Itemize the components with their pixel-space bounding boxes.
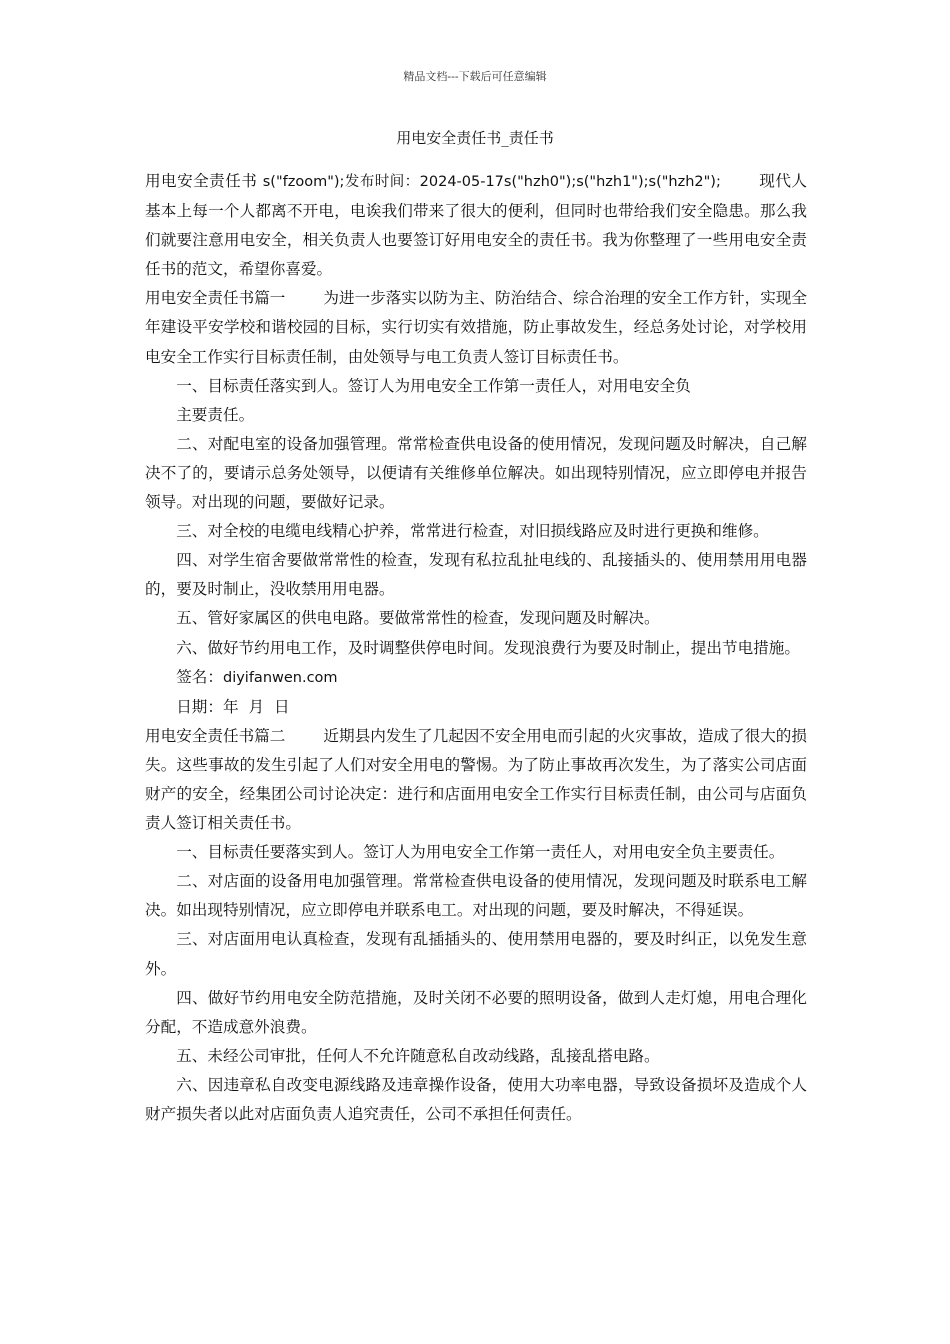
document-title: 用电安全责任书_责任书 [396, 129, 554, 147]
part1-item-3: 三、对全校的电缆电线精心护养，常常进行检查，对旧损线路应及时进行更换和维修。 [176, 522, 769, 541]
part2-item-6: 六、因违章私自改变电源线路及违章操作设备，使用大功率电器，导致设备损坏及造成个人财产损失者以此对店面负责人追究责任，公司不承担任何责任。 [145, 1075, 807, 1123]
part1-item-2: 二、对配电室的设备加强管理。常常检查供电设备的使用情况，发现问题及时解决，自己解决不了的，要请示总务处领导，以便请有关维修单位解决。如出现特别情况，应立即停电并报告领导。对出现的问题，要做好记录。 [145, 434, 807, 512]
part2-item-4: 四、做好节约用电安全防范措施，及时关闭不必要的照明设备，做到人走灯熄，用电合理化分配，不造成意外浪费。 [145, 988, 807, 1036]
part2-item-5: 五、未经公司审批，任何人不允许随意私自改动线路，乱接乱搭电路。 [176, 1046, 660, 1065]
signature-label: 签名： [176, 667, 223, 686]
part1-item-4: 四、对学生宿舍要做常常性的检查，发现有私拉乱扯电线的、乱接插头的、使用禁用用电器的，要及时制止，没收禁用用电器。 [145, 551, 807, 599]
part1-heading: 用电安全责任书篇一 [145, 289, 286, 308]
part1-intro-paragraph [145, 284, 807, 371]
part2-heading: 用电安全责任书篇二 [145, 726, 286, 745]
part1-intro: 为进一步落实以防为主、防治结合、综合治理的安全工作方针，实现全年建设平安学校和谐校园的目标，实行切实有效措施，防止事故发生，经总务处讨论，对学校用电安全工作实行目标责任制，由处领导与电工负责人签订目标责任书。 [145, 289, 807, 366]
part2-item-3: 三、对店面用电认真检查，发现有乱插插头的、使用禁用电器的，要及时纠正，以免发生意外。 [145, 930, 807, 978]
part2-intro: 近期县内发生了几起因不安全用电而引起的火灾事故，造成了很大的损失。这些事故的发生引起了人们对安全用电的警惕。为了防止事故再次发生，为了落实公司店面财产的安全，经集团公司讨论决定：进行和店面用电安全工作实行目标责任制，由公司与店面负责人签订相关责任书。 [145, 726, 807, 833]
part1-item-6: 六、做好节约用电工作，及时调整供停电时间。发现浪费行为要及时制止，提出节电措施。 [176, 638, 800, 657]
intro-paragraph [145, 167, 807, 284]
intro-label: 用电安全责任书 [145, 172, 258, 190]
date-line: 日期：年 月 日 [176, 697, 290, 716]
page-header-note: 精品文档---下载后可任意编辑 [403, 70, 547, 83]
document-body [145, 167, 807, 1129]
part2-item-2: 二、对店面的设备用电加强管理。常常检查供电设备的使用情况，发现问题及时联系电工解决。如出现特别情况，应立即停电并联系电工。对出现的问题，要及时解决，不得延误。 [145, 872, 807, 920]
part1-item-1b: 主要责任。 [176, 405, 255, 424]
part1-item-5: 五、管好家属区的供电电路。要做常常性的检查，发现问题及时解决。 [176, 609, 660, 628]
intro-text: 现代人基本上每一个人都离不开电，电诶我们带来了很大的便利，但同时也带给我们安全隐患。那么我们就要注意用电安全，相关负责人也要签订好用电安全的责任书。我为你整理了一些用电安全责任书的范文，希望你喜爱。 [145, 172, 807, 279]
part1-item-1a: 一、目标责任落实到人。签订人为用电安全工作第一责任人，对用电安全负 [176, 376, 691, 395]
part2-intro-paragraph [145, 722, 807, 838]
signature-value: diyifanwen.com [222, 669, 338, 686]
publish-meta: s("fzoom");发布时间：2024-05-17s("hzh0");s("hzh1");s("hzh2"); [262, 174, 721, 190]
signature-line [145, 663, 807, 693]
part2-item-1: 一、目标责任要落实到人。签订人为用电安全工作第一责任人，对用电安全负主要责任。 [176, 843, 785, 862]
